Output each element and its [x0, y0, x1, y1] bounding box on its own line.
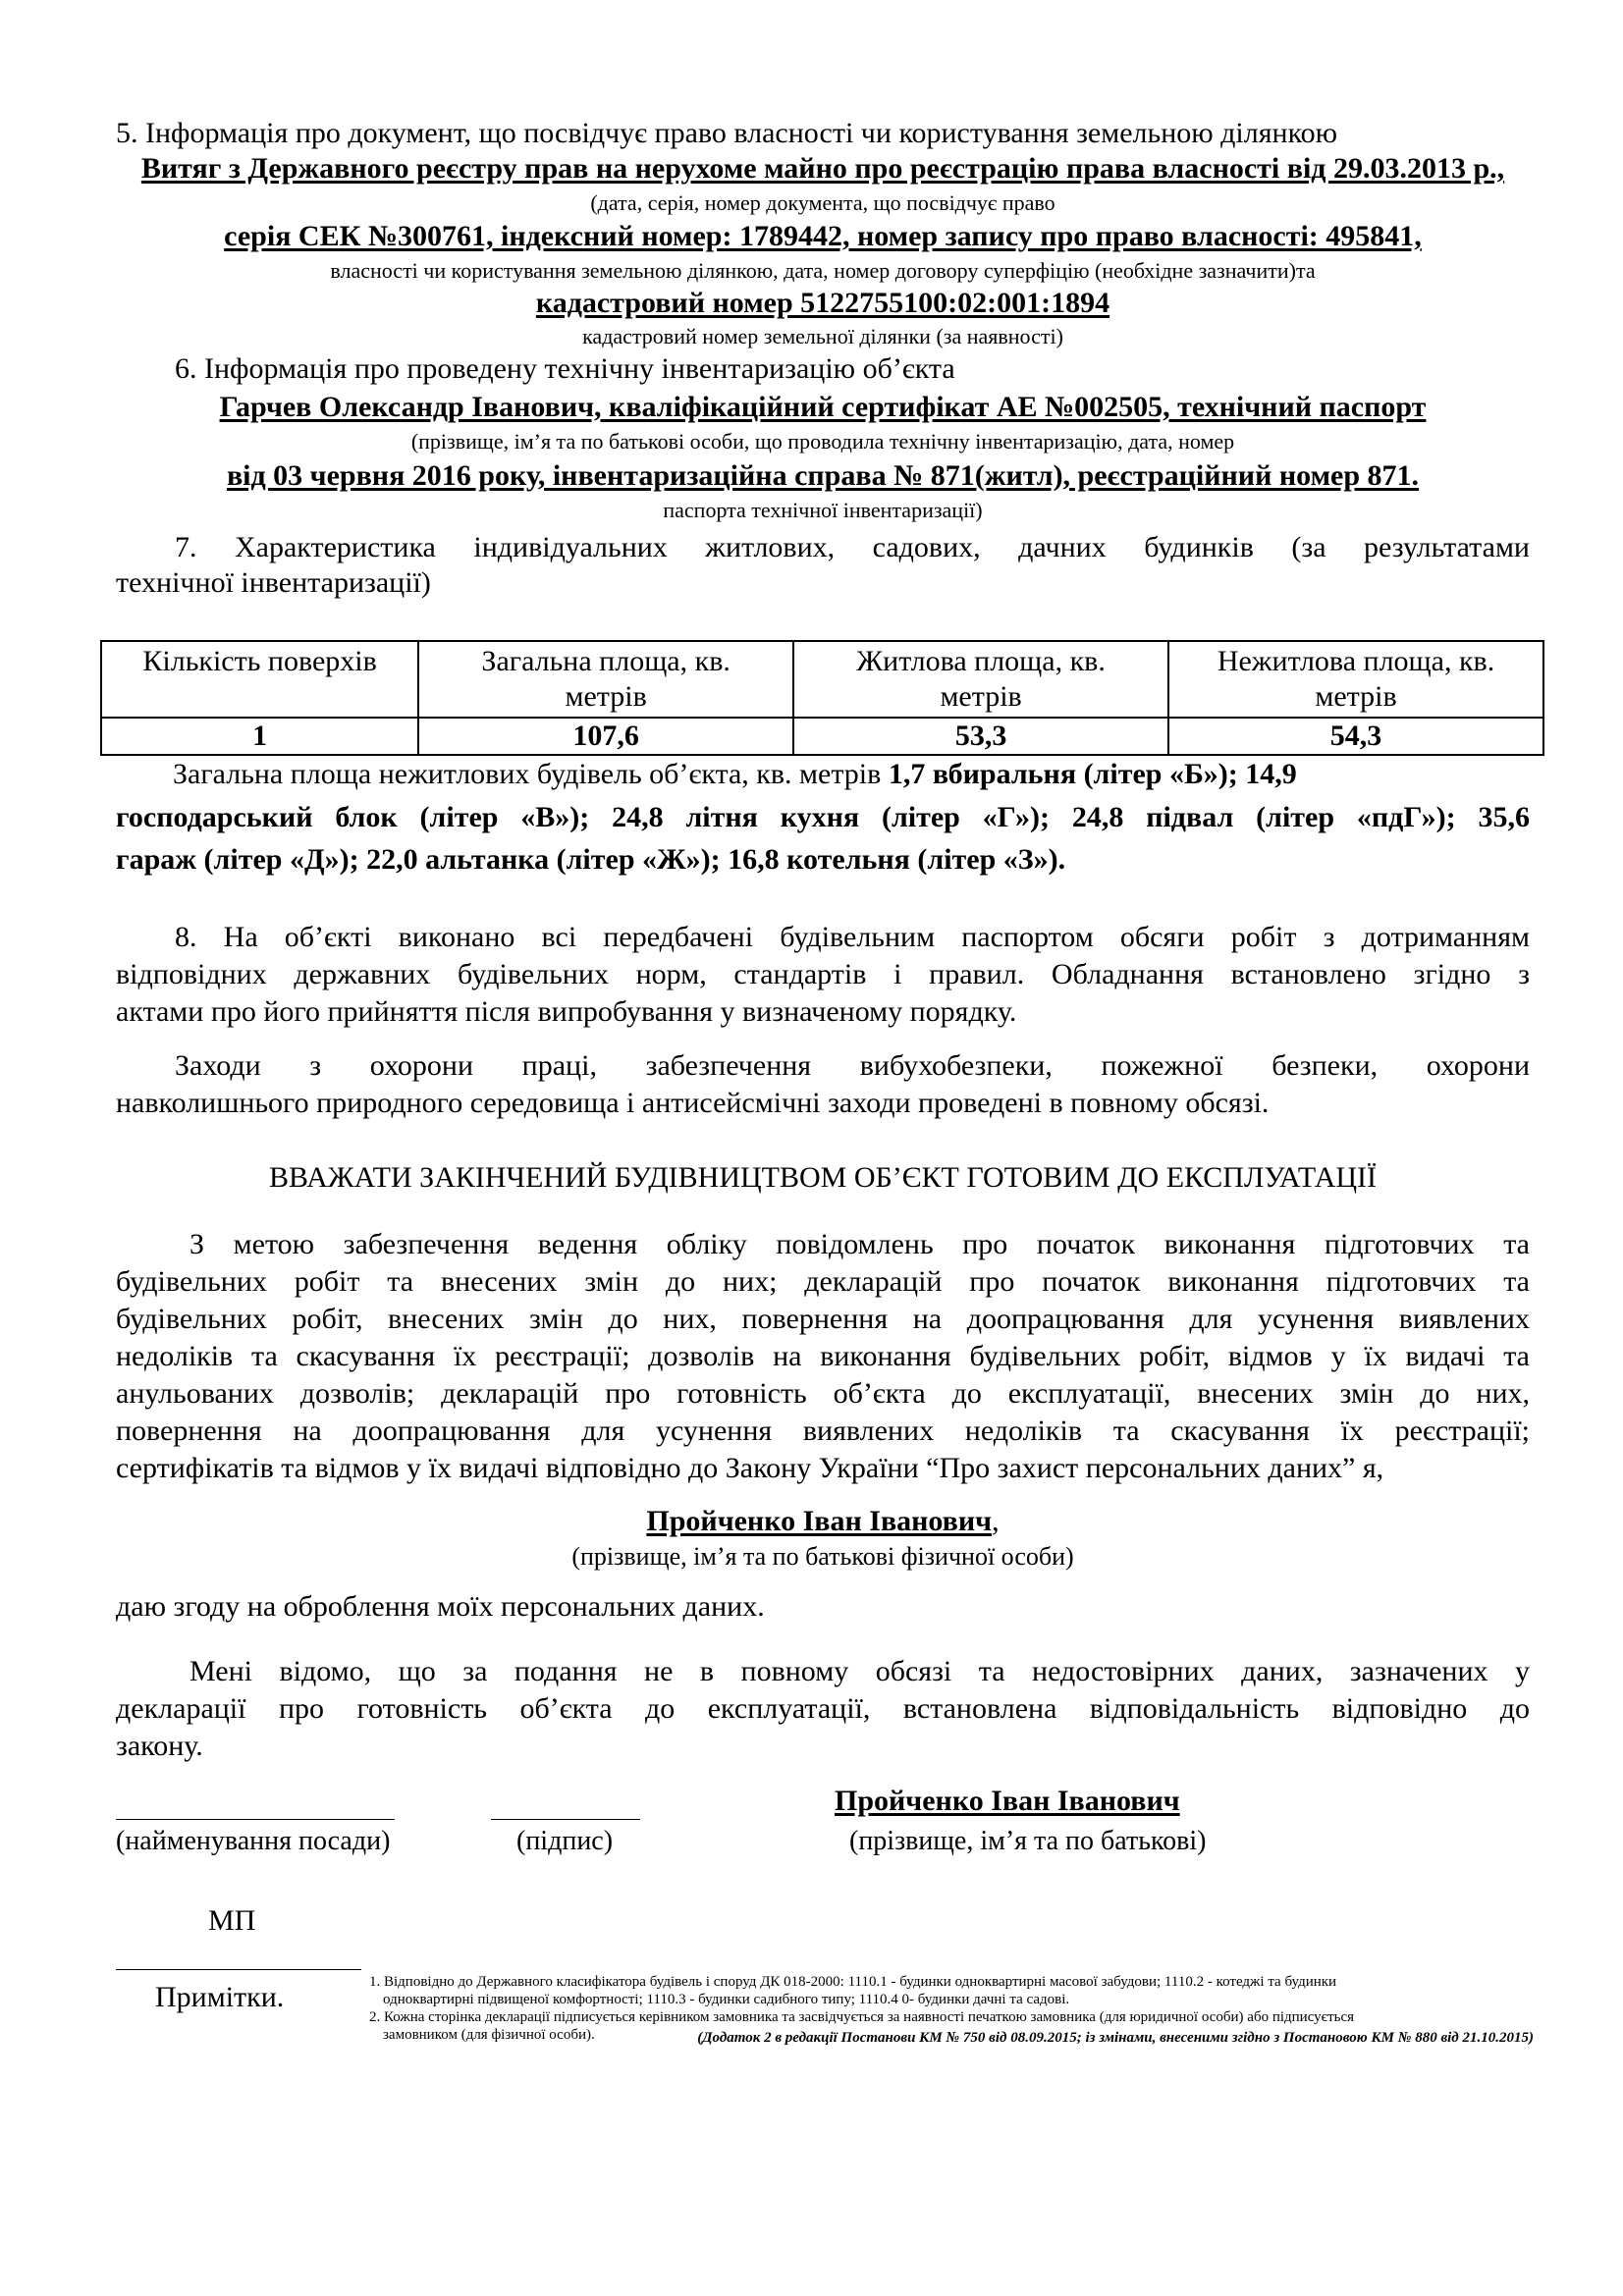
notes-divider	[116, 1969, 361, 1970]
inventory-person-hint: (прізвище, ім’я та по батькові особи, що проводила технічну інвентаризацію, дата, номер	[410, 429, 1235, 454]
signature-label: (підпис)	[516, 1826, 614, 1856]
section-8-line2: відповідних державних будівельних норм, стандартів і правил. Обладнання встановлено згідно з	[116, 958, 1530, 990]
header-total-area: Загальна площа, кв. метрів	[418, 641, 793, 718]
safety-line2: навколишнього природного середовища і антисейсмічні заходи проведені в повному обсязі.	[116, 1087, 1270, 1119]
consent-line6: повернення на доопрацювання для усунення виявлених недоліків та скасування їх реєстрації;	[116, 1415, 1530, 1447]
land-document-hint: (дата, серія, номер документа, що посвідчує право	[590, 190, 1055, 215]
table-row	[101, 718, 1543, 755]
conclusion: ВВАЖАТИ ЗАКІНЧЕНИЙ БУДІВНИЦТВОМ ОБ’ЄКТ ГОТОВИМ ДО ЕКСПЛУАТАЦІЇ	[268, 1161, 1378, 1194]
nonresidential-area-cont2: гараж (літер «Д»); 22,0 альтанка (літер «Ж»); 16,8 котельня (літер «З»).	[116, 843, 1066, 876]
signature-line	[491, 1819, 640, 1820]
section-8-line1: 8. На об’єкті виконано всі передбачені будівельним паспортом обсяги робіт з дотриманням	[175, 921, 1530, 953]
signatory-name: Пройченко Іван Іванович	[835, 1785, 1180, 1817]
section-8-line3: актами про його прийняття після випробування у визначеному порядку.	[116, 995, 1017, 1028]
section-7-heading: 7. Характеристика індивідуальних житлових, садових, дачних будинків (за результатами	[175, 531, 1530, 563]
consent-line1: З метою забезпечення ведення обліку повідомлень про початок виконання підготовчих та	[189, 1228, 1530, 1260]
land-document: Витяг з Державного реєстру прав на нерухоме майно про реєстрацію права власності від 29.03.2013 р.,	[140, 152, 1505, 185]
signatory-name-label: (прізвище, ім’я та по батькові)	[849, 1826, 1207, 1856]
value-living-area: 53,3	[793, 718, 1168, 755]
land-series-hint: власності чи користування земельною ділянкою, дата, номер договору суперфіцію (необхідне зазначити)та	[330, 258, 1316, 283]
consent-line4: недоліків та скасування їх реєстрації; дозволів на виконання будівельних робіт, відмов у їх видачі та	[116, 1340, 1530, 1372]
position-label: (найменування посади)	[116, 1826, 391, 1856]
consent-name: Пройченко Іван Іванович	[646, 1505, 993, 1537]
inventory-date-hint: паспорта технічної інвентаризації)	[663, 498, 983, 522]
consent-name-hint: (прізвище, ім’я та по батькові фізичної особи)	[571, 1542, 1074, 1571]
header-nonliving-area: Нежитлова площа, кв. метрів	[1168, 641, 1543, 718]
section-7-heading-cont: технічної інвентаризації)	[116, 566, 431, 599]
section-5-heading: 5. Інформація про документ, що посвідчує право власності чи користування земельною ділянкою	[116, 117, 1338, 149]
consent-line2: будівельних робіт та внесених змін до них; декларацій про початок виконання підготовчих та	[116, 1265, 1530, 1298]
value-floors: 1	[101, 718, 418, 755]
consent-line7: сертифікатів та відмов у їх видачі відповідно до Закону України “Про захист персональних даних” я,	[116, 1452, 1384, 1484]
note-2: 2. Кожна сторінка декларації підписується керівником замовника та засвідчується за наявності печаткою замовника (для юридичної особи) або підписується замовником (для фізичної особи).	[369, 2009, 1355, 2043]
header-floors: Кількість поверхів	[101, 641, 418, 718]
inventory-date: від 03 червня 2016 року, інвентаризаційна справа № 871(житл), реєстраційний номер 871.	[226, 459, 1420, 492]
consent-name-line: Пройченко Іван Іванович,	[646, 1505, 1000, 1537]
nonresidential-area-cont1: господарський блок (літер «В»); 24,8 літня кухня (літер «Г»); 24,8 підвал (літер «пдГ»); 35,6	[116, 801, 1530, 833]
stamp-place: МП	[208, 1904, 256, 1937]
header-living-area: Житлова площа, кв. метрів	[793, 641, 1168, 718]
section-6-heading: 6. Інформація про проведену технічну інвентаризацію об’єкта	[175, 352, 955, 385]
table-header-row	[101, 641, 1543, 718]
consent-line3: будівельних робіт, внесених змін до них, повернення на доопрацювання для усунення виявлених	[116, 1303, 1530, 1335]
liability-line1: Мені відомо, що за подання не в повному обсязі та недостовірних даних, зазначених у	[189, 1655, 1530, 1687]
position-line	[116, 1819, 395, 1820]
amendment-footer: (Додаток 2 в редакції Постанови КМ № 750 від 08.09.2015; із змінами, внесеними згідно з Постановою КМ № 880 від 21.10.2015)	[697, 2030, 1534, 2046]
liability-line2: декларації про готовність об’єкта до експлуатації, встановлена відповідальність відповідно до	[116, 1692, 1530, 1725]
nonresidential-area: Загальна площа нежитлових будівель об’єкта, кв. метрів 1,7 вбиральня (літер «Б»); 14,9	[173, 758, 1297, 790]
value-total-area: 107,6	[418, 718, 793, 755]
notes-title: Примітки.	[155, 1981, 285, 2013]
consent-agree: даю згоду на оброблення моїх персональних даних.	[116, 1590, 765, 1623]
value-nonliving-area: 54,3	[1168, 718, 1543, 755]
liability-line3: закону.	[116, 1730, 203, 1762]
cadastral-hint: кадастровий номер земельної ділянки (за наявності)	[582, 324, 1063, 348]
note-1: 1. Відповідно до Державного класифікатора будівель і споруд ДК 018-2000: 1110.1 - будинки одноквартирні масової забудови; 1110.2 - котеджі та будинки одноквартирні підвищеної комфортності; 1110.3 - будинки садибного типу; 1110.4 0- будинки дачні та садові.	[369, 1974, 1337, 2007]
safety-line1: Заходи з охорони праці, забезпечення вибухобезпеки, пожежної безпеки, охорони	[175, 1049, 1530, 1082]
characteristics-table	[100, 640, 1544, 756]
land-document-series: серія СЕК №300761, індексний номер: 1789442, номер запису про право власності: 495841,	[224, 220, 1422, 252]
cadastral-number: кадастровий номер 5122755100:02:001:1894	[535, 287, 1110, 319]
inventory-person: Гарчев Олександр Іванович, кваліфікаційний сертифікат АЕ №002505, технічний паспорт	[219, 391, 1427, 423]
consent-line5: анульованих дозволів; декларацій про готовність об’єкта до експлуатації, внесених змін до них,	[116, 1377, 1530, 1410]
